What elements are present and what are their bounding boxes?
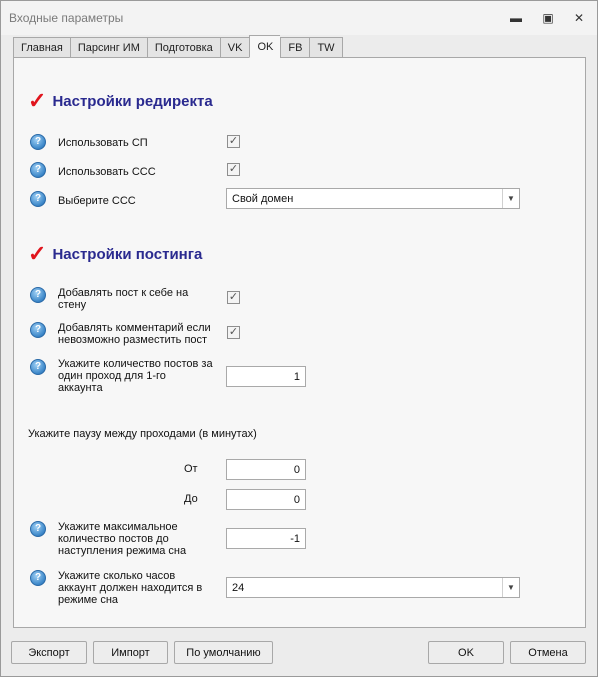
sleep-hours-value: 24 (232, 581, 245, 594)
posting-section-title (28, 243, 202, 265)
question-icon[interactable]: ? (30, 570, 46, 586)
use-sp-label: Использовать СП (58, 137, 148, 149)
sleep-hours-label-line2: аккаунт должен находится в (58, 582, 203, 594)
tab-strip (13, 37, 343, 58)
question-icon[interactable]: ? (30, 359, 46, 375)
window-title: Входные параметры (9, 11, 124, 25)
checkmark-icon: ✓ (28, 88, 47, 113)
question-icon[interactable]: ? (30, 134, 46, 150)
question-icon[interactable]: ? (30, 287, 46, 303)
question-icon[interactable]: ? (30, 322, 46, 338)
posts-per-pass-input[interactable] (226, 366, 306, 387)
sleep-hours-label-line1: Укажите сколько часов (58, 570, 176, 582)
max-posts-value: -1 (290, 532, 300, 545)
tab-vk[interactable]: VK (220, 37, 250, 58)
minimize-button[interactable]: ▬ (510, 11, 522, 25)
tab-glavnaya[interactable]: Главная (13, 37, 70, 58)
pause-from-input[interactable] (226, 459, 306, 480)
title-bar (1, 1, 597, 35)
settings-panel (13, 57, 586, 628)
add-comment-label-line1: Добавлять комментарий если (58, 322, 211, 334)
use-ccc-checkbox[interactable]: ✓ (228, 163, 239, 175)
posts-per-pass-value: 1 (293, 370, 300, 383)
use-sp-checkbox[interactable]: ✓ (228, 135, 239, 147)
question-icon[interactable]: ? (30, 191, 46, 207)
tab-fb[interactable]: FB (280, 37, 309, 58)
tab-tw[interactable]: TW (309, 37, 342, 58)
tab-parsing-im[interactable]: Парсинг ИМ (70, 37, 147, 58)
chevron-down-icon[interactable]: ▼ (502, 578, 519, 597)
max-posts-label-line2: количество постов до (58, 533, 169, 545)
pause-header: Укажите паузу между проходами (в минутах) (28, 428, 257, 440)
redirect-section-label: Настройки редиректа (52, 92, 213, 110)
choose-ccc-select[interactable] (226, 188, 520, 209)
max-posts-label (58, 521, 186, 557)
checkmark-icon: ✓ (28, 241, 47, 266)
chevron-down-icon[interactable]: ▼ (502, 189, 519, 208)
question-icon[interactable]: ? (30, 521, 46, 537)
add-post-wall-label-line2: стену (58, 299, 87, 311)
use-ccc-label: Использовать ССС (58, 166, 156, 178)
ok-button[interactable]: OK (428, 641, 504, 664)
posts-per-pass-label-line1: Укажите количество постов за (58, 358, 213, 370)
redirect-section-title (28, 90, 213, 112)
tab-podgotovka[interactable]: Подготовка (147, 37, 220, 58)
add-post-wall-checkbox[interactable]: ✓ (228, 291, 239, 303)
posts-per-pass-label (58, 358, 213, 394)
add-comment-label-line2: невозможно разместить пост (58, 334, 208, 346)
restore-button[interactable]: ▣ (542, 11, 554, 25)
export-button[interactable]: Экспорт (11, 641, 87, 664)
tab-ok[interactable]: OK (249, 35, 280, 58)
import-button[interactable]: Импорт (93, 641, 168, 664)
sleep-hours-label (58, 570, 202, 606)
sleep-hours-label-line3: режиме сна (58, 594, 119, 606)
pause-from-value: 0 (293, 463, 300, 476)
pause-to-label: До (184, 493, 198, 505)
max-posts-label-line3: наступления режима сна (58, 545, 187, 557)
question-icon[interactable]: ? (30, 162, 46, 178)
posts-per-pass-label-line3: аккаунта (58, 382, 103, 394)
max-posts-label-line1: Укажите максимальное (58, 521, 178, 533)
max-posts-input[interactable] (226, 528, 306, 549)
posting-section-label: Настройки постинга (52, 245, 203, 263)
choose-ccc-value: Свой домен (232, 192, 294, 205)
pause-to-input[interactable] (226, 489, 306, 510)
pause-to-value: 0 (293, 493, 300, 506)
sleep-hours-select[interactable] (226, 577, 520, 598)
choose-ccc-label: Выберите ССС (58, 195, 136, 207)
add-comment-checkbox[interactable]: ✓ (228, 326, 239, 338)
add-post-wall-label (58, 287, 188, 311)
add-post-wall-label-line1: Добавлять пост к себе на (58, 287, 189, 299)
pause-from-label: От (184, 463, 198, 475)
cancel-button[interactable]: Отмена (510, 641, 586, 664)
add-comment-label (58, 322, 211, 346)
default-button[interactable]: По умолчанию (174, 641, 273, 664)
posts-per-pass-label-line2: один проход для 1-го (58, 370, 166, 382)
close-button[interactable]: ✕ (573, 11, 585, 25)
